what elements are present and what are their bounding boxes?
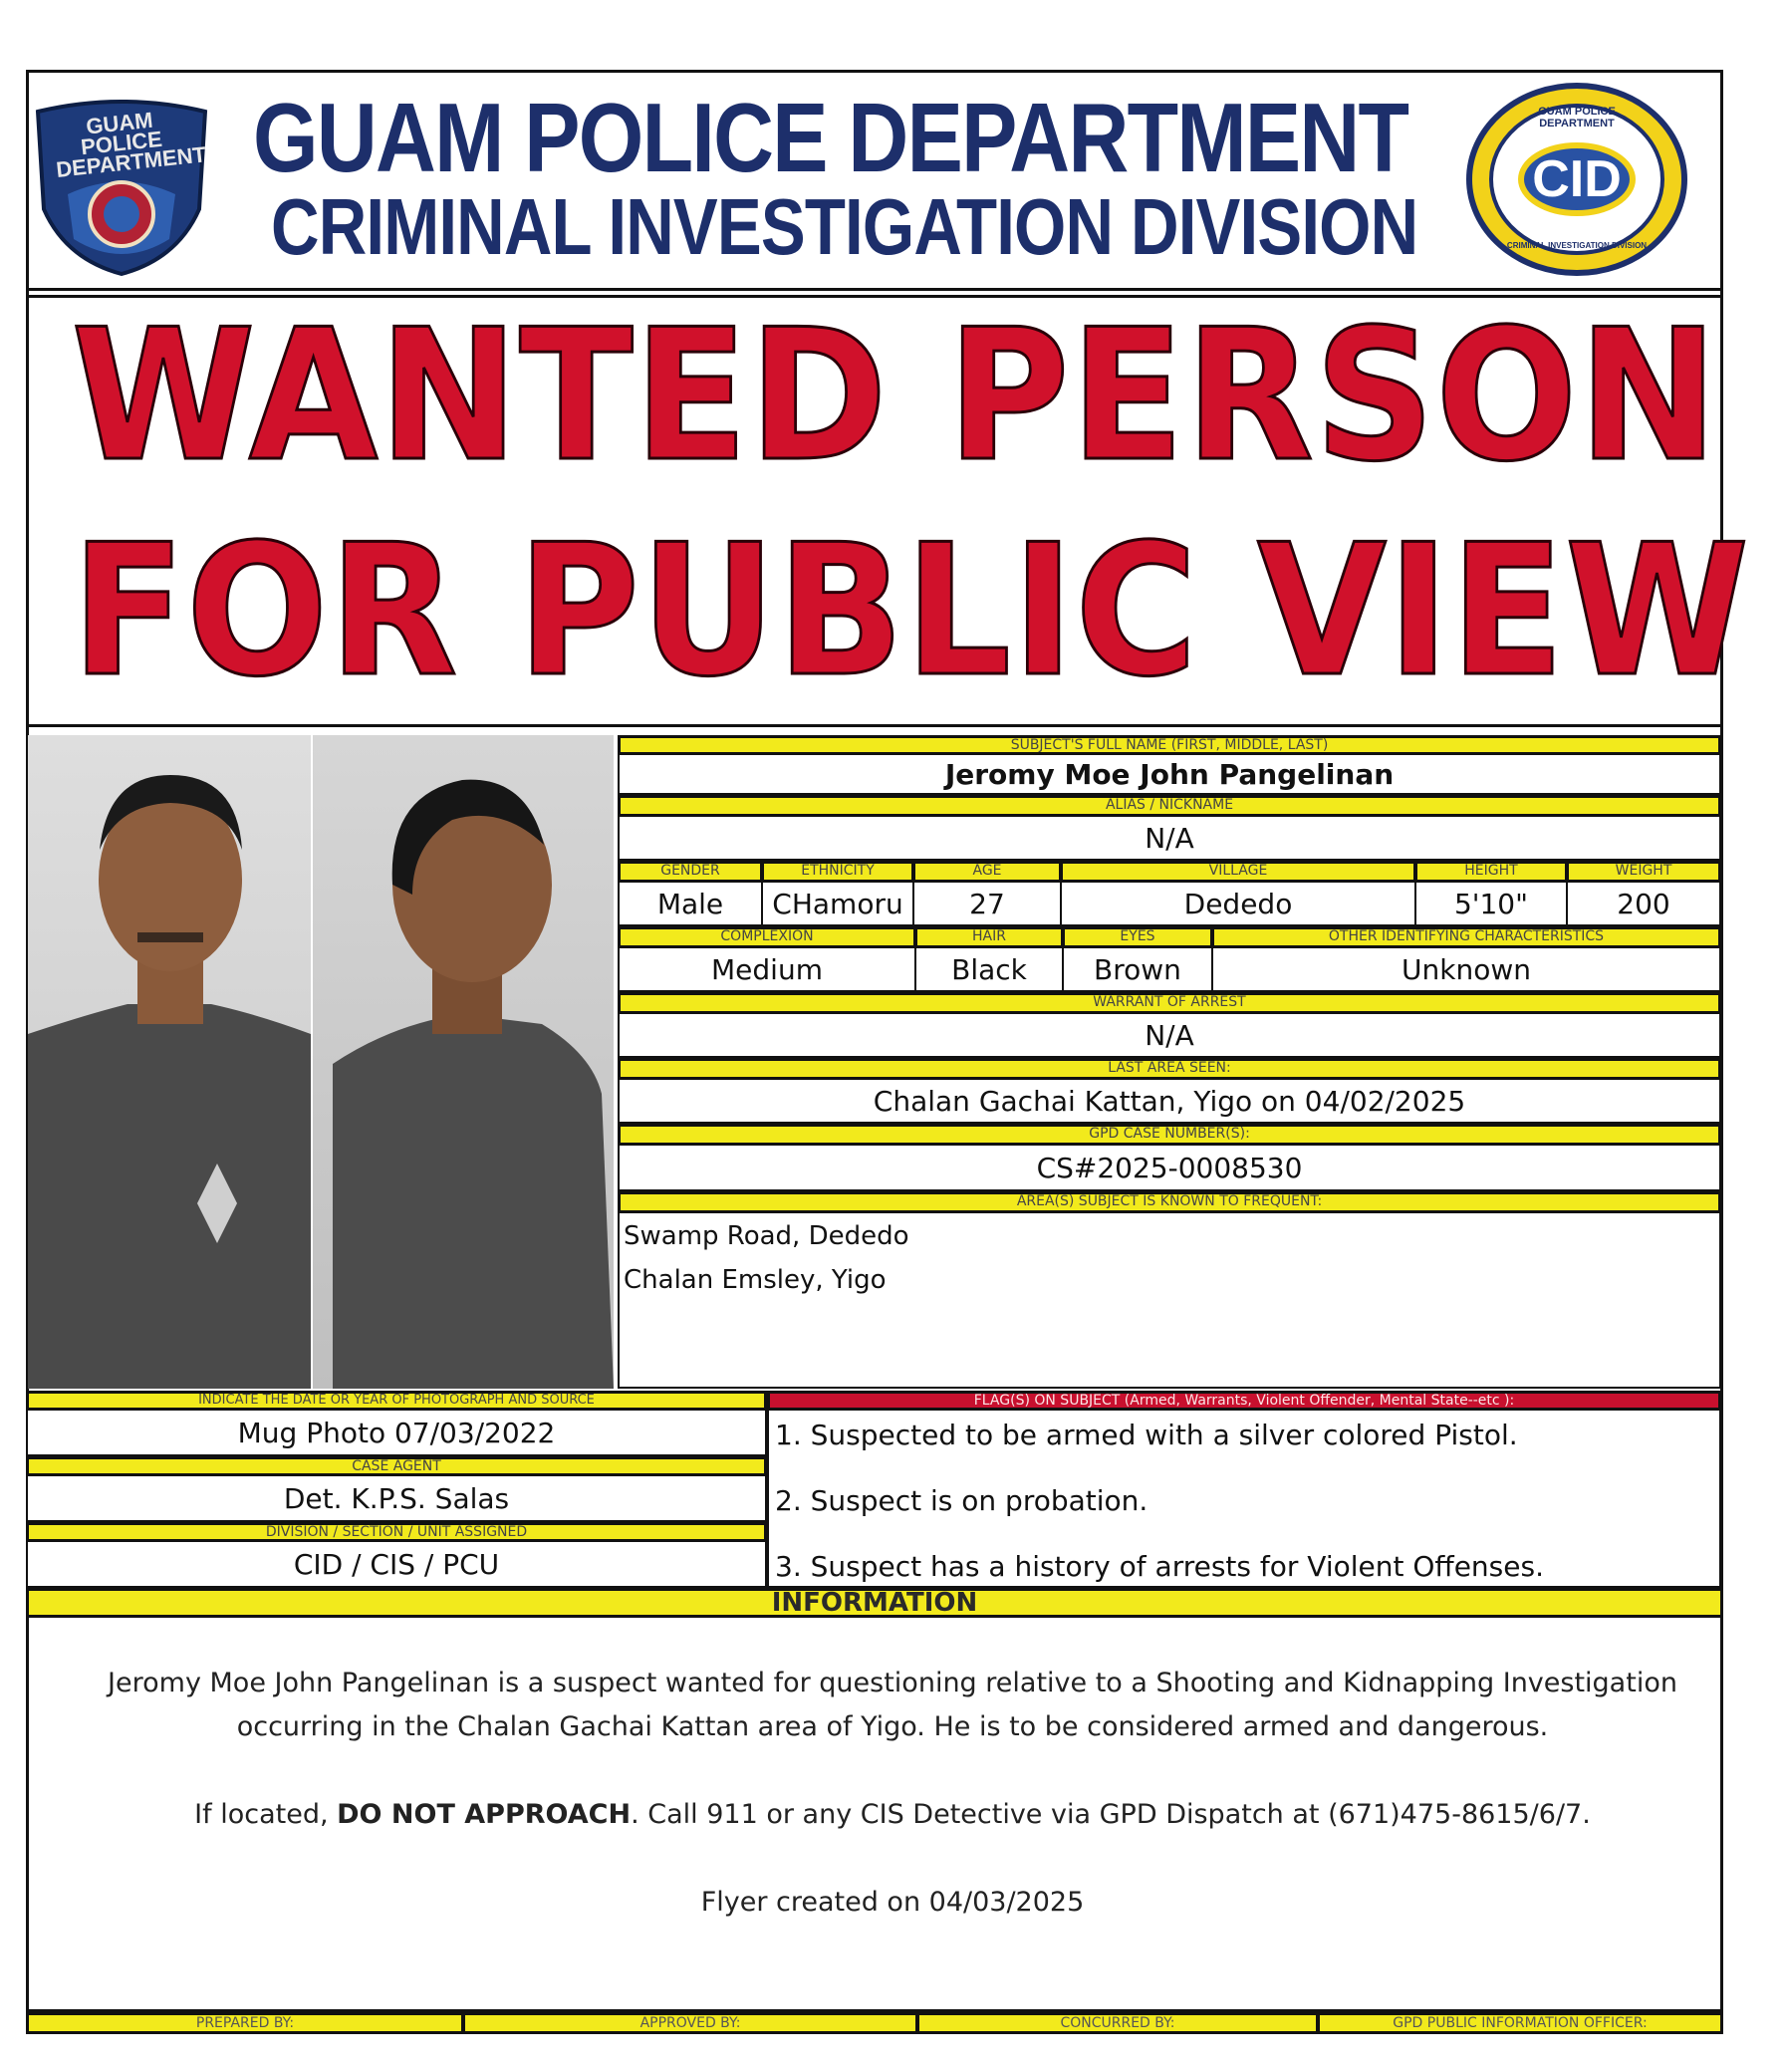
weight-value: 200 (1566, 881, 1721, 926)
complexion-value: Medium (618, 946, 916, 992)
complexion-label: COMPLEXION (618, 926, 916, 948)
division-label: DIVISION / SECTION / UNIT ASSIGNED (26, 1522, 767, 1542)
do-not-approach-text: DO NOT APPROACH (337, 1799, 632, 1830)
approved-by-label: APPROVED BY: (462, 2012, 918, 2034)
ethnicity-value: CHamoru (761, 881, 914, 926)
flag-item-2: 2. Suspect is on probation. (775, 1484, 1148, 1517)
eyes-value: Brown (1062, 946, 1213, 992)
photo-source-label: INDICATE THE DATE OR YEAR OF PHOTOGRAPH AND SOURCE (26, 1391, 767, 1411)
warrant-value: N/A (618, 1012, 1721, 1058)
info-paragraph-2-post: . Call 911 or any CIS Detective via GPD Dispatch at (671)475-8615/6/7. (631, 1799, 1591, 1830)
last-seen-value: Chalan Gachai Kattan, Yigo on 04/02/2025 (618, 1078, 1721, 1124)
frequent-areas-label: AREA(S) SUBJECT IS KNOWN TO FREQUENT: (618, 1191, 1721, 1213)
flags-label: FLAG(S) ON SUBJECT (Armed, Warrants, Violent Offender, Mental State--etc ): (767, 1391, 1721, 1411)
other-characteristics-label: OTHER IDENTIFYING CHARACTERISTICS (1211, 926, 1721, 948)
department-title: GUAM POLICE DEPARTMENT (253, 83, 1408, 192)
other-characteristics-value: Unknown (1211, 946, 1721, 992)
warrant-label: WARRANT OF ARREST (618, 992, 1721, 1014)
division-value: CID / CIS / PCU (26, 1540, 767, 1588)
info-paragraph-2-pre: If located, (194, 1799, 338, 1830)
age-label: AGE (912, 861, 1062, 883)
alias-value: N/A (618, 815, 1721, 861)
frequent-area-2: Chalan Emsley, Yigo (624, 1265, 887, 1295)
height-value: 5'10" (1414, 881, 1568, 926)
flyer-created-date: Flyer created on 04/03/2025 (700, 1887, 1085, 1918)
gender-label: GENDER (618, 861, 763, 883)
gpd-badge-logo (28, 100, 215, 277)
hair-value: Black (914, 946, 1064, 992)
concurred-by-label: CONCURRED BY: (916, 2012, 1319, 2034)
case-agent-value: Det. K.P.S. Salas (26, 1474, 767, 1522)
info-paragraph-1-line-1: Jeromy Moe John Pangelinan is a suspect wanted for questioning relative to a Shooting and Kidnapping Investigation (108, 1668, 1677, 1698)
information-header: INFORMATION (26, 1588, 1723, 1618)
photo-source-value: Mug Photo 07/03/2022 (26, 1409, 767, 1456)
height-label: HEIGHT (1414, 861, 1568, 883)
ethnicity-label: ETHNICITY (761, 861, 914, 883)
village-value: Dededo (1060, 881, 1416, 926)
full-name-value: Jeromy Moe John Pangelinan (618, 753, 1721, 795)
info-paragraph-1-line-2: occurring in the Chalan Gachai Kattan area of Yigo. He is to be considered armed and dangerous. (236, 1711, 1549, 1742)
pio-label: GPD PUBLIC INFORMATION OFFICER: (1317, 2012, 1723, 2034)
full-name-label: SUBJECT'S FULL NAME (FIRST, MIDDLE, LAST) (618, 735, 1721, 755)
eyes-label: EYES (1062, 926, 1213, 948)
wanted-line-1: WANTED PERSON (71, 290, 1719, 501)
seal-top-text: GUAM POLICE DEPARTMENT (1538, 106, 1616, 130)
flag-item-1: 1. Suspected to be armed with a silver colored Pistol. (775, 1419, 1518, 1451)
case-number-label: GPD CASE NUMBER(S): (618, 1124, 1721, 1146)
age-value: 27 (912, 881, 1062, 926)
case-number-value: CS#2025-0008530 (618, 1144, 1721, 1191)
seal-inner-text: CID (1532, 150, 1622, 208)
info-paragraph-2 (0, 1793, 1785, 1837)
cid-seal-logo (1466, 82, 1687, 277)
prepared-by-label: PREPARED BY: (26, 2012, 464, 2034)
case-agent-label: CASE AGENT (26, 1456, 767, 1476)
wanted-line-2: FOR PUBLIC VIEW (71, 505, 1750, 716)
village-label: VILLAGE (1060, 861, 1416, 883)
gender-value: Male (618, 881, 763, 926)
seal-bottom-text: CRIMINAL INVESTIGATION DIVISION (1506, 241, 1648, 250)
last-seen-label: LAST AREA SEEN: (618, 1058, 1721, 1080)
flag-item-3: 3. Suspect has a history of arrests for Violent Offenses. (775, 1550, 1544, 1583)
badge-text: GUAM POLICE DEPARTMENT (55, 107, 208, 182)
alias-label: ALIAS / NICKNAME (618, 795, 1721, 817)
mugshot-front-photo (28, 735, 311, 1389)
hair-label: HAIR (914, 926, 1064, 948)
division-subtitle: CRIMINAL INVESTIGATION DIVISION (271, 182, 1418, 271)
frequent-area-1: Swamp Road, Dededo (624, 1221, 909, 1251)
mugshot-profile-photo (313, 735, 614, 1389)
weight-label: WEIGHT (1566, 861, 1721, 883)
